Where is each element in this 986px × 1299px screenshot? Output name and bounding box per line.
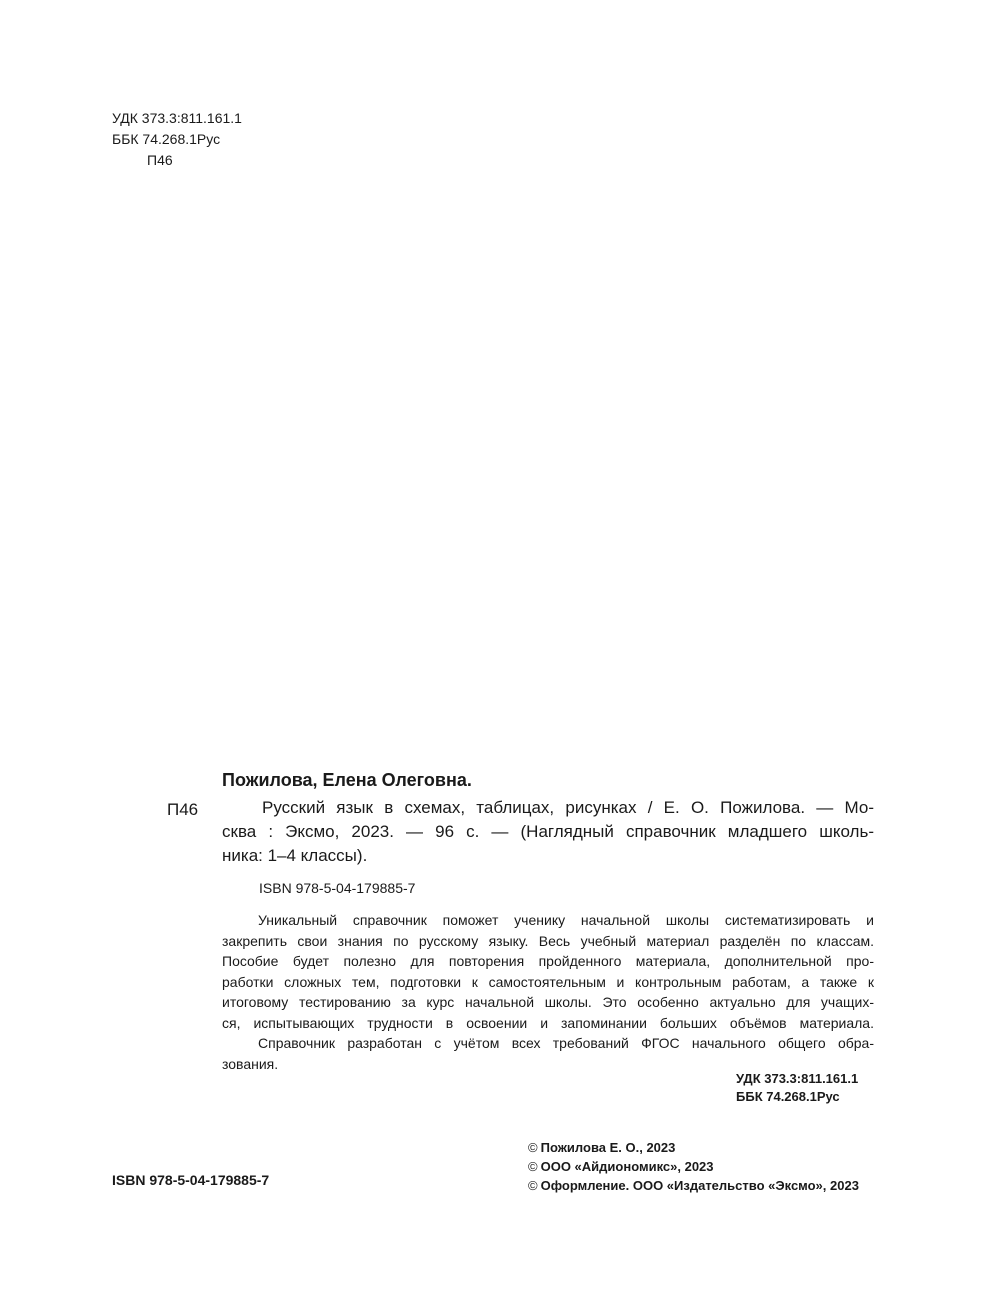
udk-code: УДК 373.3:811.161.1 [736,1071,859,1086]
bibliographic-description [222,796,874,868]
udk-code: УДК 373.3:811.161.1 [112,110,242,126]
author-heading: Пожилова, Елена Олеговна. [222,770,472,790]
annotation-line: ся, испытывающих трудности в освоении и запоминании больших объёмов материала. [222,1014,874,1031]
bbk-code: ББК 74.268.1Рус [112,131,221,147]
description-line: Русский язык в схемах, таблицах, рисунках / Е. О. Пожилова. — Мо- [262,798,874,817]
copyright-block [528,1138,859,1195]
top-classification-codes [112,109,242,172]
author-mark: П46 [147,152,173,168]
bottom-classification-codes [736,1070,858,1106]
card-author-mark: П46 [167,800,199,819]
annotation-line: Уникальный справочник поможет ученику начальной школы систематизировать и [258,912,874,928]
annotation-line: работки сложных тем, подготовки к самостоятельным и контрольным работам, а также к [222,973,874,990]
annotation-line: Пособие будет полезно для повторения пройденного материала, дополнительной про- [222,953,874,969]
description-line: сква : Эксмо, 2023. — 96 с. — (Наглядный справочник младшего школь- [222,822,874,841]
copyright-line: © Оформление. ООО «Издательство «Эксмо», 2023 [528,1178,859,1193]
isbn-bottom: ISBN 978-5-04-179885-7 [112,1172,270,1188]
annotation-line: итоговому тестированию за курс начальной школы. Это особенно актуально для учащих- [222,994,874,1010]
copyright-icon: © [528,1178,538,1193]
isbn-line: ISBN 978-5-04-179885-7 [259,880,416,896]
annotation-line: зования. [222,1055,279,1072]
bbk-code: ББК 74.268.1Рус [736,1089,840,1104]
description-line: ника: 1–4 классы). [222,846,368,865]
annotation-line: Справочник разработан с учётом всех требований ФГОС начального общего обра- [258,1035,874,1051]
copyright-icon: © [528,1159,538,1174]
copyright-icon: © [528,1140,538,1155]
annotation [222,910,874,1074]
annotation-line: закрепить свои знания по русскому языку. Весь учебный материал разделён по классам. [222,932,874,949]
copyright-line: © Пожилова Е. О., 2023 [528,1140,676,1155]
copyright-line: © ООО «Айдиономикс», 2023 [528,1159,714,1174]
